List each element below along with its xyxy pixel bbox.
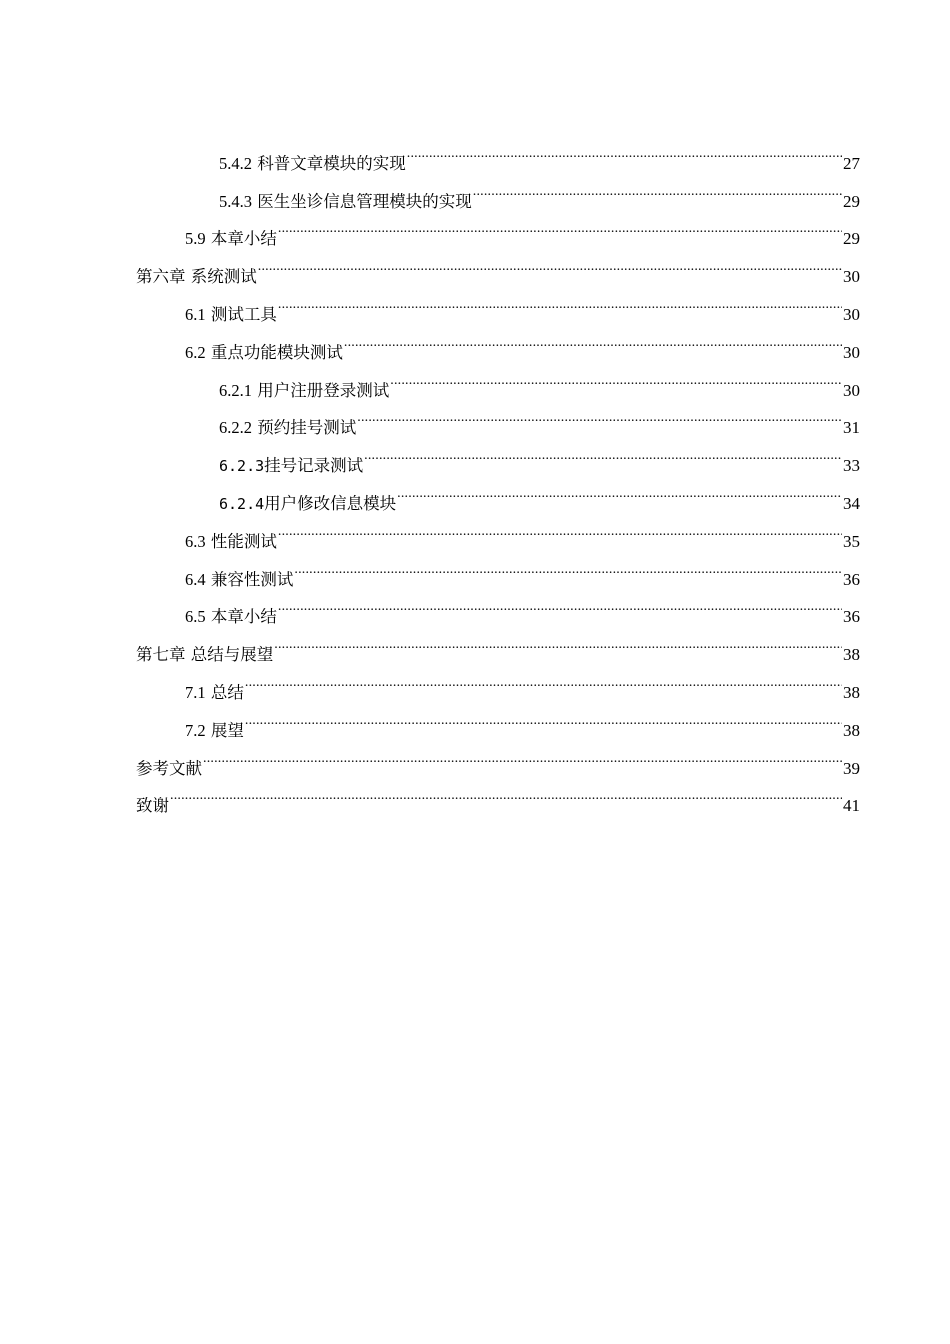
toc-entry-number: 6.2.3 xyxy=(219,457,265,476)
toc-page-number: 38 xyxy=(843,720,860,740)
toc-entry-number: 5.4.2 xyxy=(219,153,252,173)
toc-dot-leader xyxy=(294,547,842,585)
toc-entry-number: 7.1 xyxy=(185,682,206,702)
toc-page-number: 38 xyxy=(843,682,860,702)
toc-entry-title xyxy=(185,674,244,712)
toc-entry[interactable] xyxy=(136,698,860,740)
toc-dot-leader xyxy=(203,736,842,774)
toc-page-number: 39 xyxy=(843,758,860,778)
toc-dot-leader xyxy=(278,509,842,547)
toc-dot-leader xyxy=(170,774,842,812)
toc-entry-title xyxy=(136,787,169,825)
toc-entry-number: 6.5 xyxy=(185,607,206,627)
toc-dot-leader xyxy=(473,169,842,207)
toc-entry-number: 6.2.1 xyxy=(219,380,252,400)
toc-entry-text: 兼容性测试 xyxy=(210,569,294,589)
toc-dot-leader xyxy=(357,396,842,434)
toc-entry-text: 第六章 系统测试 xyxy=(136,267,257,287)
toc-page-number: 31 xyxy=(843,418,860,438)
toc-entry-text: 预约挂号测试 xyxy=(257,418,357,438)
toc-entry-text: 第七章 总结与展望 xyxy=(136,645,274,665)
toc-entry-title xyxy=(219,447,363,486)
toc-entry-title xyxy=(219,145,406,183)
toc-entry-text: 参考文献 xyxy=(136,758,202,778)
toc-entry-number: 5.4.3 xyxy=(219,191,252,211)
toc-entry-number: 6.1 xyxy=(185,304,206,324)
toc-entry-text: 科普文章模块的实现 xyxy=(257,153,406,173)
toc-dot-leader xyxy=(344,320,842,358)
toc-entry-number: 6.2 xyxy=(185,342,206,362)
toc-dot-leader xyxy=(390,358,842,396)
toc-page-number: 30 xyxy=(843,342,860,362)
toc-entry[interactable] xyxy=(136,131,860,173)
toc-entry-number: 7.2 xyxy=(185,720,206,740)
toc-dot-leader xyxy=(278,585,842,623)
toc-dot-leader xyxy=(245,660,842,698)
toc-entry-number: 5.9 xyxy=(185,229,206,249)
toc-dot-leader xyxy=(397,471,842,509)
toc-entry-text: 用户注册登录测试 xyxy=(257,380,390,400)
toc-entry-text: 本章小结 xyxy=(210,229,277,249)
toc-entry[interactable] xyxy=(136,774,860,816)
toc-page-number: 27 xyxy=(843,153,860,173)
toc-entry-title xyxy=(185,296,277,334)
toc-entry-text: 本章小结 xyxy=(210,607,277,627)
toc-entry[interactable] xyxy=(136,736,860,778)
toc-page-number: 30 xyxy=(843,267,860,287)
toc-dot-leader xyxy=(407,131,842,169)
toc-page-number: 33 xyxy=(843,456,860,476)
toc-entry-title xyxy=(219,409,356,447)
toc-entry-title xyxy=(185,598,277,636)
toc-page-number: 30 xyxy=(843,304,860,324)
toc-page-number: 35 xyxy=(843,531,860,551)
toc-entry[interactable] xyxy=(136,660,860,702)
toc-page-number: 38 xyxy=(843,645,860,665)
toc-dot-leader xyxy=(245,698,842,736)
toc-entry-number: 6.3 xyxy=(185,531,206,551)
toc-dot-leader xyxy=(278,207,842,245)
table-of-contents xyxy=(136,131,860,816)
toc-dot-leader xyxy=(364,433,842,471)
toc-entry-text: 用户修改信息模块 xyxy=(264,493,397,513)
toc-entry-title xyxy=(136,258,257,296)
toc-entry-text: 总结 xyxy=(210,682,244,702)
toc-entry-number: 6.4 xyxy=(185,569,206,589)
toc-page-number: 36 xyxy=(843,569,860,589)
toc-entry-title xyxy=(185,334,343,372)
toc-page-number: 29 xyxy=(843,191,860,211)
toc-entry-text: 性能测试 xyxy=(210,531,277,551)
toc-dot-leader xyxy=(278,282,842,320)
toc-page-number: 29 xyxy=(843,229,860,249)
toc-dot-leader xyxy=(258,244,842,282)
toc-page-number: 34 xyxy=(843,493,860,513)
toc-dot-leader xyxy=(274,622,842,660)
toc-entry-text: 致谢 xyxy=(136,796,169,816)
toc-page-number: 30 xyxy=(843,380,860,400)
toc-entry-text: 医生坐诊信息管理模块的实现 xyxy=(257,191,472,211)
toc-page-number: 41 xyxy=(843,796,860,816)
toc-entry-title xyxy=(185,523,277,561)
toc-entry-text: 挂号记录测试 xyxy=(264,456,364,476)
toc-page-number: 36 xyxy=(843,607,860,627)
toc-entry-number: 6.2.4 xyxy=(219,494,265,513)
toc-entry-number: 6.2.2 xyxy=(219,418,252,438)
toc-entry-text: 展望 xyxy=(210,720,244,740)
toc-entry-text: 测试工具 xyxy=(210,304,277,324)
toc-entry-text: 重点功能模块测试 xyxy=(210,342,343,362)
